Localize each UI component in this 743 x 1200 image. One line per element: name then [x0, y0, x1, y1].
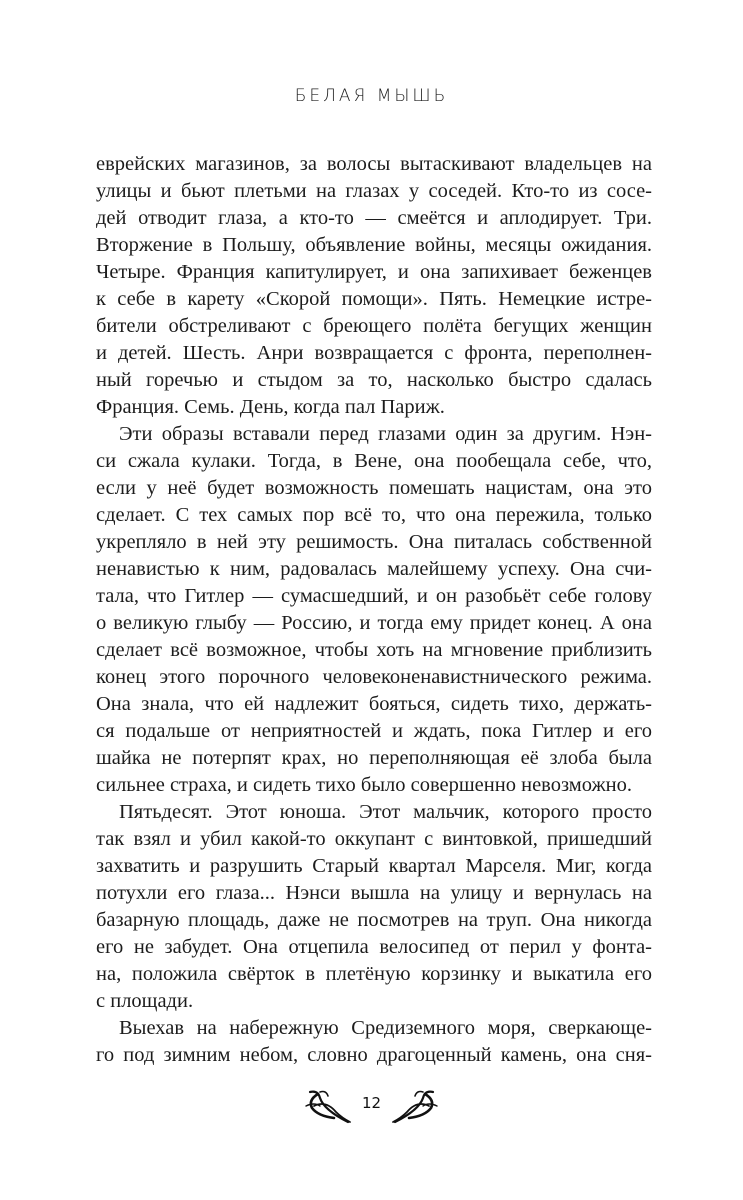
text-line: шайка не потерпят крах, но переполняющая её злоба была [96, 747, 652, 769]
text-line: тала, что Гитлер — сумасшедший, и он разобьёт себе голову [96, 585, 652, 607]
text-line: так взял и убил какой-то оккупант с винтовкой, пришедший [96, 828, 652, 850]
text-line: и детей. Шесть. Анри возвращается с фронта, переполнен- [96, 342, 652, 364]
text-line: Вторжение в Польшу, объявление войны, месяцы ожидания. [96, 234, 652, 256]
text-line: сделает всё возможное, чтобы хоть на мгновение приблизить [96, 639, 652, 661]
text-line: сделает. С тех самых пор всё то, что она пережила, только [96, 504, 652, 526]
text-line: еврейских магазинов, за волосы вытаскивают владельцев на [96, 153, 652, 175]
text-line: си сжала кулаки. Тогда, в Вене, она пообещала себе, что, [96, 450, 652, 472]
text-line: с площади. [96, 990, 194, 1012]
text-line: Эти образы вставали перед глазами один за другим. Нэн- [119, 423, 652, 445]
page-number: 12 [361, 1094, 382, 1112]
page-footer [0, 1088, 743, 1128]
left-ornament-icon [304, 1088, 354, 1124]
text-line: улицы и бьют плетьми на глазах у соседей. Кто-то из сосе- [96, 180, 652, 202]
body-text [96, 151, 652, 1069]
text-line: укрепляло в ней эту решимость. Она питалась собственной [96, 531, 652, 553]
text-line: сильнее страха, и сидеть тихо было совершенно невозможно. [96, 774, 632, 796]
text-line: бители обстреливают с бреющего полёта бегущих женщин [96, 315, 652, 337]
paragraph [96, 421, 652, 799]
right-ornament-icon [389, 1088, 439, 1124]
text-line: его не забудет. Она отцепила велосипед от перил у фонта- [96, 936, 652, 958]
text-line: конец этого порочного человеконенавистнического режима. [96, 666, 652, 688]
text-line: дей отводит глаза, а кто-то — смеётся и аплодирует. Три. [96, 207, 652, 229]
text-line: Выехав на набережную Средиземного моря, сверкающе- [119, 1017, 652, 1039]
text-line: базарную площадь, даже не посмотрев на труп. Она никогда [96, 909, 652, 931]
paragraph [96, 799, 652, 1015]
text-line: о великую глыбу — Россию, и тогда ему придет конец. А она [96, 612, 652, 634]
text-line: ный горечью и стыдом за то, насколько быстро сдалась [96, 369, 652, 391]
text-line: ся подальше от неприятностей и ждать, пока Гитлер и его [96, 720, 652, 742]
text-line: захватить и разрушить Старый квартал Марселя. Миг, когда [96, 855, 652, 877]
text-line: Пятьдесят. Этот юноша. Этот мальчик, которого просто [119, 801, 652, 823]
text-line: ненавистью к ним, радовалась малейшему успеху. Она счи- [96, 558, 652, 580]
text-line: Четыре. Франция капитулирует, и она запихивает беженцев [96, 261, 652, 283]
text-line: к себе в карету «Скорой помощи». Пять. Немецкие истре- [96, 288, 652, 310]
text-line: на, положила свёрток в плетёную корзинку и выкатила его [96, 963, 652, 985]
paragraph [96, 1015, 652, 1069]
text-line: потухли его глаза... Нэнси вышла на улицу и вернулась на [96, 882, 652, 904]
running-head-title: БЕЛАЯ МЫШЬ [294, 86, 449, 106]
text-line: Она знала, что ей надлежит бояться, сидеть тихо, держать- [96, 693, 652, 715]
text-line: го под зимним небом, словно драгоценный камень, она сня- [96, 1044, 652, 1066]
paragraph [96, 151, 652, 421]
text-line: если у неё будет возможность помешать нацистам, она это [96, 477, 652, 499]
text-line: Франция. Семь. День, когда пал Париж. [96, 396, 445, 418]
